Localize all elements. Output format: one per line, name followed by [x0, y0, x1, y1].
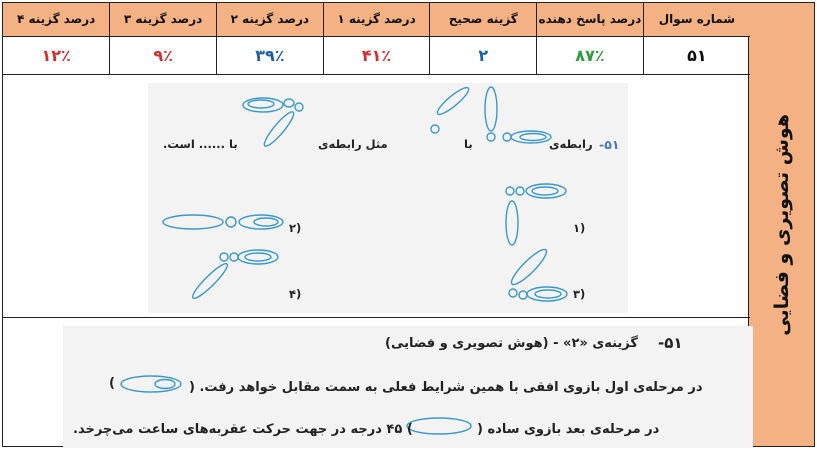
header-question-number: شماره سوال: [643, 3, 750, 36]
answer-line-2-a: در مرحله‌ی بعد بازوی ساده (: [477, 422, 660, 437]
category-title: هوش تصویری و فضایی: [770, 113, 793, 336]
answer-line-2-b: ) ۴۵ درجه در جهت حرکت عقربه‌های ساعت می‌چرخد.: [73, 422, 413, 437]
stats-value-row: [3, 36, 750, 74]
value-option-4: ۱۲٪: [3, 36, 110, 74]
value-option-1: ۴۱٪: [323, 36, 430, 74]
header-correct-option: گزینه صحیح: [430, 3, 537, 36]
answer-number: ۵۱-: [658, 334, 683, 352]
simple-arm-icon: [403, 414, 473, 438]
header-option-3: درصد گزینه ۳: [110, 3, 217, 36]
side-category-panel: [748, 3, 814, 446]
value-correct-option: ۲: [430, 36, 537, 74]
value-response-rate: ۸۷٪: [537, 36, 644, 74]
option-2-icon: [161, 207, 301, 247]
answer-section: [3, 318, 750, 448]
stats-table: [3, 3, 750, 75]
option-1-label: (۱: [573, 221, 586, 235]
question-number: ۵۱-: [599, 137, 620, 152]
value-question-number: ۵۱: [643, 36, 750, 74]
question-text-a: رابطه‌ی: [549, 137, 593, 151]
arm-shape-icon: [117, 372, 187, 396]
option-4-label: (۴: [289, 287, 302, 301]
stats-header-row: [3, 3, 750, 36]
option-1-icon: [500, 179, 580, 249]
question-section: [3, 75, 750, 318]
option-3-icon: [503, 243, 593, 323]
value-option-3: ۹٪: [110, 36, 217, 74]
figure-b-icon: [423, 89, 503, 159]
header-option-2: درصد گزینه ۲: [216, 3, 323, 36]
option-4-icon: [188, 243, 308, 323]
question-text-c: مثل رابطه‌ی: [318, 137, 388, 151]
question-text-b: با: [464, 137, 473, 151]
header-response-rate: درصد پاسخ دهنده: [537, 3, 644, 36]
figure-c-icon: [239, 91, 319, 161]
answer-line-1: در مرحله‌ی اول بازوی افقی با همین شرایط فعلی به سمت مقابل خواهد رفت. (: [189, 380, 703, 395]
option-3-label: (۳: [573, 287, 586, 301]
question-card: [2, 2, 815, 447]
header-option-4: درصد گزینه ۴: [3, 3, 110, 36]
question-text-d: با ...... است.: [163, 137, 238, 151]
answer-heading: گزینه‌ی «۲» - (هوش تصویری و فضایی): [385, 336, 638, 351]
option-2-label: (۲: [289, 221, 302, 235]
header-option-1: درصد گزینه ۱: [323, 3, 430, 36]
value-option-2: ۳۹٪: [216, 36, 323, 74]
answer-line-1-end: ): [109, 376, 115, 391]
